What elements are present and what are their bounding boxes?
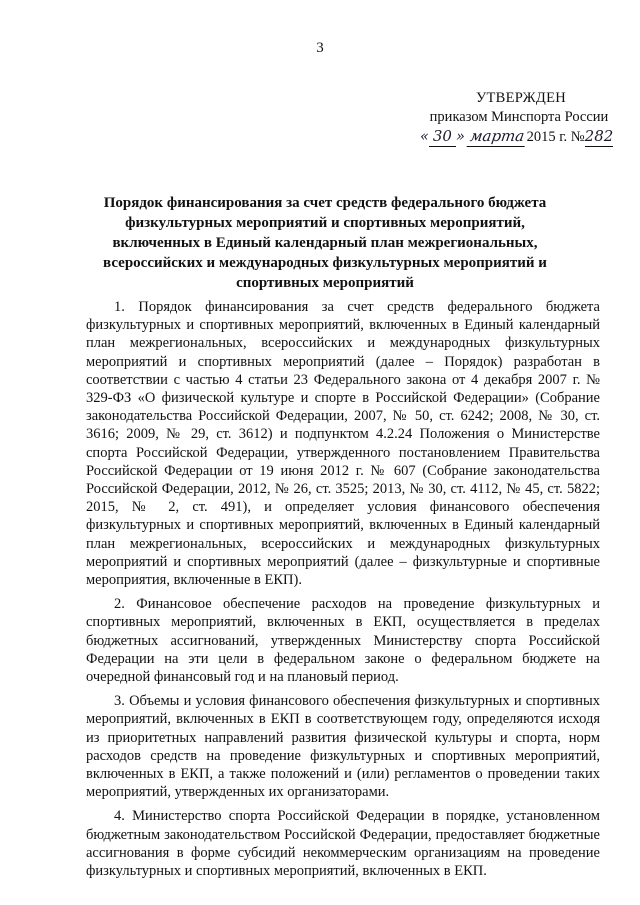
approved-heading: УТВЕРЖДЕН bbox=[475, 90, 567, 106]
order-reference: приказом Минспорта России bbox=[429, 109, 609, 125]
handwritten-month: марта bbox=[467, 127, 528, 147]
open-quote: « bbox=[420, 129, 429, 145]
paragraph-1: 1. Порядок финансирования за счет средств федерального бюджета физкультурных и спортивных мероприятий, включенных в Единый календарный план межрегиональных, всероссийских и международных физкультурных мероприятий и спортивных мероприятий (далее – Порядок) разработан в соответствии с частью 4 статьи 23 Федерального закона от 4 декабря 2007 г. № 329-ФЗ «О физической культуре и спорте в Российской Федерации» (Собрание законодательства Российской Федерации, 2007, № 50, ст. 6242; 2008, № 30, ст. 3616; 2009, № 29, ст. 3612) и подпунктом 4.2.24 Положения о Министерстве спорта Российской Федерации, утвержденного постановлением Правительства Российской Федерации от 19 июня 2012 г. № 607 (Собрание законодательства Российской Федерации, 2012, № 26, ст. 3525; 2013, № 30, ст. 4112, № 45, ст. 5822; 2015, № 2, ст. 491), и определяет условия финансового обеспечения физкультурных и спортивных мероприятий, включенных в Единый календарный план межрегиональных, всероссийских и международных физкультурных мероприятий и спортивных мероприятий (далее – физкультурные и спортивные мероприятия, включенные в ЕКП). bbox=[86, 299, 600, 589]
title-line: всероссийских и международных физкультурных мероприятий и bbox=[103, 255, 547, 271]
handwritten-order-number: 282 bbox=[584, 127, 614, 145]
document-title bbox=[80, 193, 570, 293]
title-line: спортивных мероприятий bbox=[236, 275, 414, 291]
title-line: физкультурных мероприятий и спортивных мероприятий, bbox=[125, 215, 525, 231]
page-number: 3 bbox=[316, 40, 324, 56]
title-line: Порядок финансирования за счет средств федерального бюджета bbox=[103, 195, 547, 211]
handwritten-day: 30 bbox=[429, 127, 456, 147]
title-line: включенных в Единый календарный план межрегиональных, bbox=[112, 235, 538, 251]
paragraph-3: 3. Объемы и условия финансового обеспечения физкультурных и спортивных мероприятий, включенных в ЕКП в соответствующем году, определяются исходя из приоритетных направлений развития физической культуры и спорта, норм расходов средств на проведение физкультурных и спортивных мероприятий, включенных в ЕКП, а также положений и (или) регламентов о проведении таких мероприятий, утвержденных их организаторами. bbox=[86, 693, 600, 801]
approval-block bbox=[414, 89, 624, 147]
order-year-label: 2015 г. № bbox=[526, 129, 585, 145]
close-quote: » bbox=[455, 129, 465, 145]
paragraph-2: 2. Финансовое обеспечение расходов на проведение физкультурных и спортивных мероприятий, включенных в ЕКП, осуществляется в пределах бюджетных ассигнований, утвержденных Министерству спорта Российской Федерации на эти цели в федеральном законе о федеральном бюджете на очередной финансовый год и на плановый период. bbox=[86, 596, 600, 686]
document-body bbox=[86, 298, 600, 886]
paragraph-4: 4. Министерство спорта Российской Федерации в порядке, установленном бюджетным законодательством Российской Федерации, предоставляет бюджетные ассигнования в форме субсидий некоммерческим организациям на проведение физкультурных и спортивных мероприятий, включенных в ЕКП. bbox=[86, 808, 600, 880]
order-date-line bbox=[420, 127, 624, 147]
